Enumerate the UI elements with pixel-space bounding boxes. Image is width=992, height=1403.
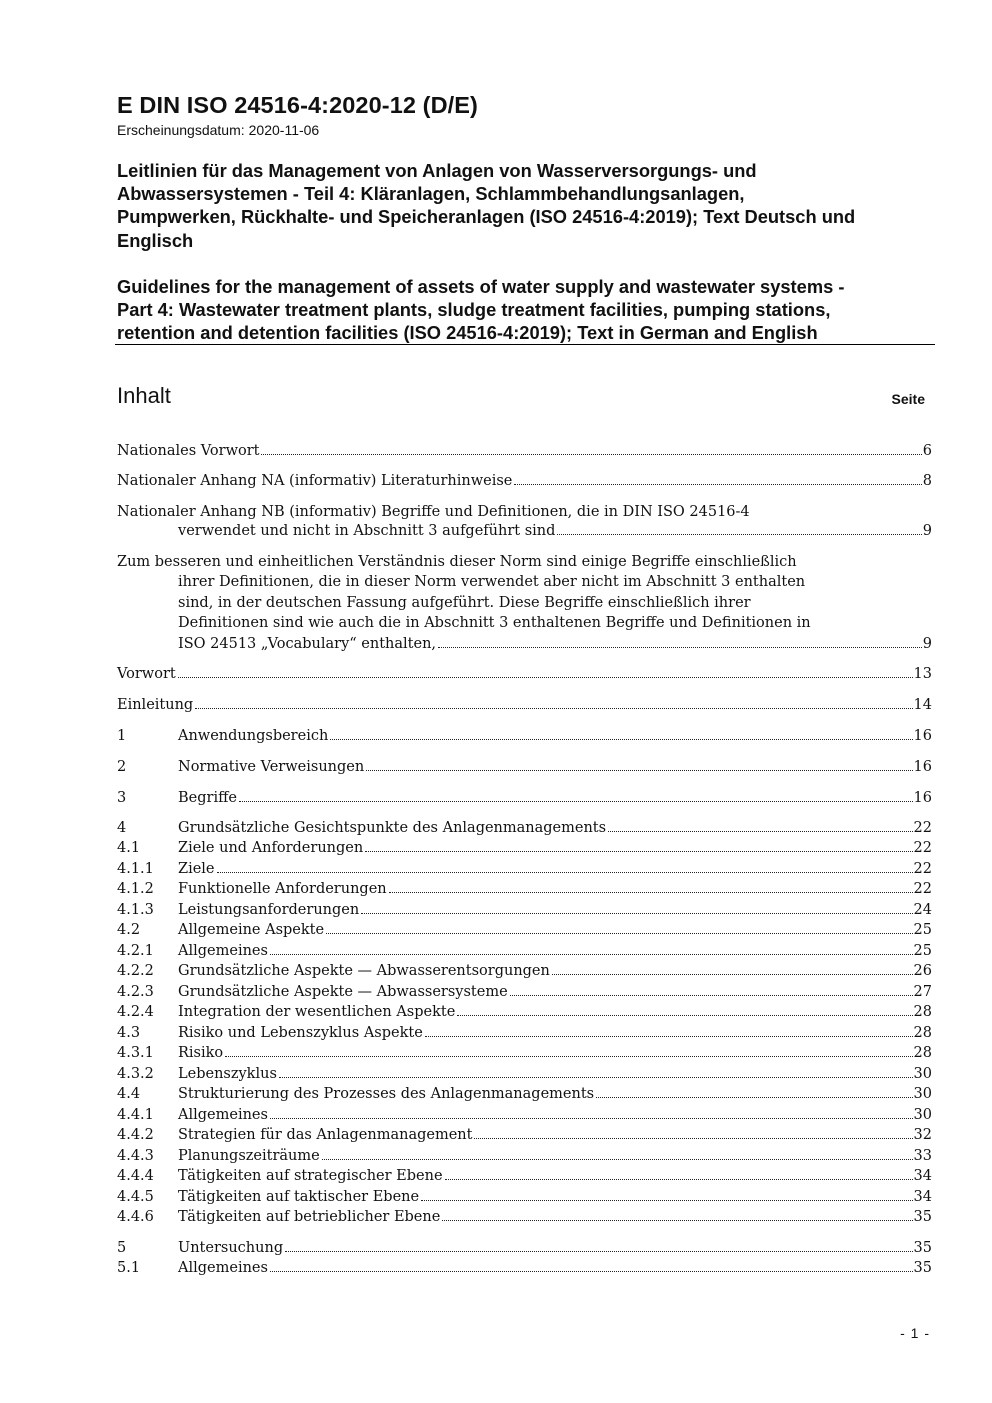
toc-annex-nb-line1[interactable]: Nationaler Anhang NB (informativ) Begriffe und Definitionen, die in DIN ISO 24516-4 <box>117 504 750 520</box>
toc-entry-number: 4 <box>117 820 127 836</box>
toc-entry[interactable] <box>117 1125 932 1145</box>
toc-leader <box>330 739 912 740</box>
toc-entry-page: 34 <box>913 1168 932 1184</box>
toc-entry[interactable] <box>117 859 932 879</box>
toc-entry-title: Lebenszyklus <box>178 1066 277 1082</box>
toc-note-line[interactable]: sind, in der deutschen Fassung aufgeführt. Diese Begriffe einschließlich ihrer <box>178 595 751 611</box>
toc-entry[interactable] <box>117 961 932 981</box>
title-german-line: Leitlinien für das Management von Anlagen von Wasserversorgungs- und <box>117 160 757 181</box>
toc-entry-number: 4.4.6 <box>117 1209 154 1225</box>
toc-leader <box>178 677 913 678</box>
title-german-line: Englisch <box>117 229 194 251</box>
toc-entry[interactable] <box>117 1207 932 1227</box>
toc-leader <box>552 974 913 975</box>
toc-entry-title: Tätigkeiten auf betrieblicher Ebene <box>178 1209 441 1225</box>
title-english <box>117 275 937 345</box>
toc-entry[interactable] <box>117 1064 932 1084</box>
toc-entry-title: Leistungsanforderungen <box>178 902 360 918</box>
toc-entry[interactable] <box>117 920 932 940</box>
toc-entry-page: 9 <box>922 636 932 652</box>
title-english-line: Guidelines for the management of assets of water supply and wastewater systems - <box>117 276 845 297</box>
toc-entry-title: Tätigkeiten auf strategischer Ebene <box>178 1168 443 1184</box>
toc-entry-title: Strukturierung des Prozesses des Anlagenmanagements <box>178 1086 595 1102</box>
toc-entry-page: 8 <box>922 473 932 489</box>
toc-entry-title: Integration der wesentlichen Aspekte <box>178 1004 456 1020</box>
toc-leader <box>279 1077 913 1078</box>
toc-entry-page: 30 <box>913 1107 932 1123</box>
toc-entry-title: Tätigkeiten auf taktischer Ebene <box>178 1189 420 1205</box>
page-column-heading: Seite <box>891 391 925 407</box>
toc-entry[interactable] <box>117 982 932 1002</box>
toc-annex-nb[interactable] <box>178 521 932 541</box>
toc-entry-number: 5.1 <box>117 1260 141 1276</box>
toc-entry-page: 13 <box>913 666 932 682</box>
toc-leader <box>608 831 912 832</box>
toc-entry-page: 34 <box>913 1189 932 1205</box>
toc-entry-number: 4.2.2 <box>117 963 154 979</box>
toc-entry[interactable] <box>117 900 932 920</box>
toc-entry-page: 16 <box>913 759 932 775</box>
toc-entry[interactable] <box>117 1166 932 1186</box>
title-german-line: Abwassersystemen - Teil 4: Kläranlagen, Schlammbehandlungsanlagen, <box>117 183 745 205</box>
toc-entry[interactable] <box>117 441 932 461</box>
publication-date-label: Erscheinungsdatum: <box>117 122 245 138</box>
title-english-line: Part 4: Wastewater treatment plants, sludge treatment facilities, pumping stations, <box>117 299 831 321</box>
toc-entry-page: 22 <box>913 881 932 897</box>
toc-entry[interactable] <box>117 1023 932 1043</box>
toc-leader <box>270 1118 913 1119</box>
toc-entry-title: Nationales Vorwort <box>117 443 260 459</box>
toc-entry-number: 5 <box>117 1240 127 1256</box>
toc-entry-number: 4.2.1 <box>117 943 154 959</box>
title-english-line: retention and detention facilities (ISO 24516-4:2019); Text in German and English <box>117 322 818 344</box>
toc-entry[interactable] <box>117 879 932 899</box>
toc-entry-number: 4.1.2 <box>117 881 154 897</box>
toc-entry-page: 30 <box>913 1086 932 1102</box>
toc-entry[interactable] <box>117 941 932 961</box>
toc-entry[interactable] <box>117 788 932 808</box>
toc-entry-title: Vorwort <box>117 666 176 682</box>
toc-entry-page: 24 <box>913 902 932 918</box>
toc-leader <box>326 933 912 934</box>
toc-entry-number: 4.2.3 <box>117 984 154 1000</box>
toc-leader <box>457 1015 912 1016</box>
toc-entry-number: 4.3 <box>117 1025 141 1041</box>
toc-leader <box>596 1097 912 1098</box>
toc-entry-title: ISO 24513 „Vocabulary“ enthalten, <box>178 636 437 652</box>
toc-entry-number: 4.2 <box>117 922 141 938</box>
toc-entry-page: 28 <box>913 1025 932 1041</box>
toc-entry[interactable] <box>117 818 932 838</box>
toc-entry-page: 6 <box>922 443 932 459</box>
toc-entry-title: Allgemeine Aspekte <box>178 922 325 938</box>
toc-entry[interactable] <box>117 1238 932 1258</box>
toc-entry-title: Planungszeiträume <box>178 1148 320 1164</box>
toc-entry-number: 4.1 <box>117 840 141 856</box>
toc-entry-number: 4.3.1 <box>117 1045 154 1061</box>
toc-leader <box>322 1159 913 1160</box>
toc-leader <box>270 954 913 955</box>
toc-entry-title: Grundsätzliche Aspekte — Abwasserentsorgungen <box>178 963 550 979</box>
toc-entry[interactable] <box>117 471 932 491</box>
toc-note-line[interactable]: Zum besseren und einheitlichen Verständnis dieser Norm sind einige Begriffe einschließlich <box>117 554 797 570</box>
title-divider <box>115 344 935 345</box>
toc-leader <box>225 1056 912 1057</box>
toc-entry[interactable] <box>117 664 932 684</box>
toc-leader <box>285 1251 912 1252</box>
toc-entry[interactable] <box>117 1105 932 1125</box>
toc-entry-page: 35 <box>913 1240 932 1256</box>
toc-entry-title: Nationaler Anhang NA (informativ) Literaturhinweise <box>117 473 513 489</box>
toc-leader <box>389 892 913 893</box>
toc-entry-title: verwendet und nicht in Abschnitt 3 aufgeführt sind <box>178 523 556 539</box>
toc-entry-title: Allgemeines <box>178 1260 268 1276</box>
toc-entry-number: 1 <box>117 728 127 744</box>
toc-leader <box>510 995 913 996</box>
toc-entry-title: Ziele und Anforderungen <box>178 840 364 856</box>
toc-entry-number: 4.4 <box>117 1086 141 1102</box>
toc-entry-page: 30 <box>913 1066 932 1082</box>
toc-entry[interactable] <box>117 726 932 746</box>
toc-entry-page: 22 <box>913 820 932 836</box>
toc-entry-page: 25 <box>913 922 932 938</box>
toc-leader <box>425 1036 913 1037</box>
toc-leader <box>366 770 912 771</box>
title-german-line: Pumpwerken, Rückhalte- und Speicheranlagen (ISO 24516-4:2019); Text Deutsch und <box>117 206 856 228</box>
toc-entry-title: Begriffe <box>178 790 237 806</box>
toc-leader <box>474 1138 912 1139</box>
toc-leader <box>361 913 912 914</box>
toc-entry-page: 9 <box>922 523 932 539</box>
toc-note-line[interactable]: Definitionen sind wie auch die in Abschnitt 3 enthaltenen Begriffe und Definitionen in <box>178 615 811 631</box>
toc-entry-page: 35 <box>913 1260 932 1276</box>
toc-entry-number: 4.4.1 <box>117 1107 154 1123</box>
toc-leader <box>239 801 913 802</box>
toc-entry-title: Allgemeines <box>178 1107 268 1123</box>
toc-entry-page: 28 <box>913 1004 932 1020</box>
toc-entry-title: Risiko <box>178 1045 224 1061</box>
toc-entry-number: 4.1.1 <box>117 861 154 877</box>
toc-entry-title: Strategien für das Anlagenmanagement <box>178 1127 473 1143</box>
toc-entry-title: Risiko und Lebenszyklus Aspekte <box>178 1025 423 1041</box>
toc-entry[interactable] <box>117 1084 932 1104</box>
toc-entry[interactable] <box>117 695 932 715</box>
document-id: E DIN ISO 24516-4:2020-12 (D/E) <box>117 92 478 118</box>
toc-entry-number: 3 <box>117 790 127 806</box>
toc-entry-page: 35 <box>913 1209 932 1225</box>
publication-date-value: 2020-11-06 <box>248 122 320 138</box>
contents-heading: Inhalt <box>117 383 171 408</box>
toc-leader <box>270 1271 913 1272</box>
toc-entry-title: Grundsätzliche Aspekte — Abwassersysteme <box>178 984 508 1000</box>
toc-entry-page: 22 <box>913 840 932 856</box>
toc-leader <box>365 851 912 852</box>
toc-leader <box>195 708 912 709</box>
toc-leader <box>438 647 922 648</box>
toc-entry-number: 4.3.2 <box>117 1066 154 1082</box>
toc-entry[interactable] <box>117 1187 932 1207</box>
toc-leader <box>217 872 913 873</box>
toc-entry-number: 4.4.3 <box>117 1148 154 1164</box>
toc-entry-page: 16 <box>913 790 932 806</box>
toc-note-last[interactable] <box>178 634 932 654</box>
toc-entry-page: 16 <box>913 728 932 744</box>
toc-leader <box>514 484 921 485</box>
toc-entry-title: Funktionelle Anforderungen <box>178 881 387 897</box>
toc-leader <box>421 1200 912 1201</box>
toc-leader <box>261 454 921 455</box>
toc-leader <box>442 1220 912 1221</box>
toc-entry[interactable] <box>117 757 932 777</box>
toc-entry-number: 4.4.5 <box>117 1189 154 1205</box>
page-number: - 1 - <box>900 1325 930 1341</box>
toc-entry-number: 4.2.4 <box>117 1004 154 1020</box>
toc-entry-title: Ziele <box>178 861 215 877</box>
toc-entry-title: Einleitung <box>117 697 194 713</box>
toc-entry-number: 4.4.2 <box>117 1127 154 1143</box>
toc-entry[interactable] <box>117 1002 932 1022</box>
toc-entry-title: Anwendungsbereich <box>178 728 329 744</box>
toc-entry[interactable] <box>117 1146 932 1166</box>
toc-entry-title: Untersuchung <box>178 1240 284 1256</box>
toc-entry[interactable] <box>117 838 932 858</box>
toc-leader <box>557 534 921 535</box>
toc-entry[interactable] <box>117 1258 932 1278</box>
toc-entry[interactable] <box>117 1043 932 1063</box>
toc-entry-title: Allgemeines <box>178 943 268 959</box>
toc-entry-page: 33 <box>913 1148 932 1164</box>
toc-entry-title: Grundsätzliche Gesichtspunkte des Anlagenmanagements <box>178 820 607 836</box>
toc-entry-number: 4.4.4 <box>117 1168 154 1184</box>
publication-date <box>117 122 319 138</box>
toc-entry-page: 22 <box>913 861 932 877</box>
toc-entry-page: 25 <box>913 943 932 959</box>
toc-entry-number: 2 <box>117 759 127 775</box>
toc-entry-page: 26 <box>913 963 932 979</box>
toc-leader <box>445 1179 913 1180</box>
toc-entry-page: 32 <box>913 1127 932 1143</box>
toc-entry-number: 4.1.3 <box>117 902 154 918</box>
title-german <box>117 159 937 252</box>
toc-entry-page: 28 <box>913 1045 932 1061</box>
toc-entry-title: Normative Verweisungen <box>178 759 365 775</box>
toc-entry-page: 27 <box>913 984 932 1000</box>
toc-note-line[interactable]: ihrer Definitionen, die in dieser Norm verwendet aber nicht im Abschnitt 3 enthalten <box>178 574 806 590</box>
toc-entry-page: 14 <box>913 697 932 713</box>
